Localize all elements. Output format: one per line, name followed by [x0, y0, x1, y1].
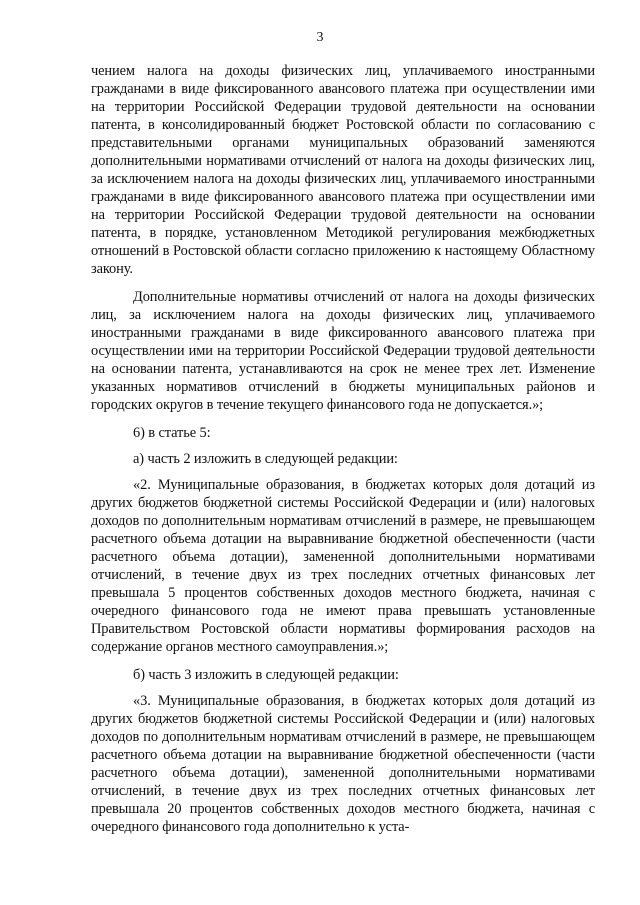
paragraph-subitem-a: а) часть 2 изложить в следующей редакции:: [133, 451, 398, 467]
page-number: 3: [316, 30, 324, 45]
paragraph-additional-norms: Дополнительные нормативы отчислений от налога на доходы физических лиц, за исключением налога на доходы физических лиц, уплачиваемого иностранными гражданами в виде фиксированного авансового платежа при осуществлении ими на территории Российской Федерации трудовой деятельности на основании патента, устанавливаются на срок не менее трех лет. Изменение указанных нормативов отчислений в бюджеты муниципальных районов и городских округов в течение текущего финансового года не допускается.»;: [91, 289, 595, 413]
paragraph-continuation: чением налога на доходы физических лиц, уплачиваемого иностранными гражданами в виде фиксированного авансового платежа при осуществлении ими на территории Российской Федерации трудовой деятельности на основании патента, в консолидированный бюджет Ростовской области по согласованию с представительными органами муниципальных образований заменяются дополнительными нормативами отчислений от налога на доходы физических лиц, за исключением налога на доходы физических лиц, уплачиваемого иностранными гражданами в виде фиксированного авансового платежа при осуществлении ими на территории Российской Федерации трудовой деятельности на основании патента, в порядке, установленном Методикой регулирования межбюджетных отношений в Ростовской области согласно приложению к настоящему Областному закону.: [91, 63, 595, 277]
paragraph-subitem-b: б) часть 3 изложить в следующей редакции:: [133, 667, 399, 683]
paragraph-part-3-text: «3. Муниципальные образования, в бюджетах которых доля дотаций из других бюджетов бюджетной системы Российской Федерации и (или) налоговых доходов по дополнительным нормативам отчислений в размере, не превышающем расчетного объема дотации на выравнивание бюджетной обеспеченности (части расчетного объема дотации), замененной дополнительными нормативами отчислений, в течение двух из трех последних отчетных финансовых лет превышала 20 процентов собственных доходов местного бюджета, начиная с очередного финансового года дополнительно к уста-: [91, 693, 595, 835]
paragraph-part-2-text: «2. Муниципальные образования, в бюджетах которых доля дотаций из других бюджетов бюджетной системы Российской Федерации и (или) налоговых доходов по дополнительным нормативам отчислений в размере, не превышающем расчетного объема дотации на выравнивание бюджетной обеспеченности (части расчетного объема дотации), замененной дополнительными нормативами отчислений, в течение двух из трех последних отчетных финансовых лет превышала 5 процентов собственных доходов местного бюджета, начиная с очередного финансового года не имеют права превышать установленные Правительством Ростовской области нормативы формирования расходов на содержание органов местного самоуправления.»;: [91, 477, 595, 655]
paragraph-item-6: 6) в статье 5:: [133, 425, 211, 441]
document-body: [91, 62, 595, 846]
